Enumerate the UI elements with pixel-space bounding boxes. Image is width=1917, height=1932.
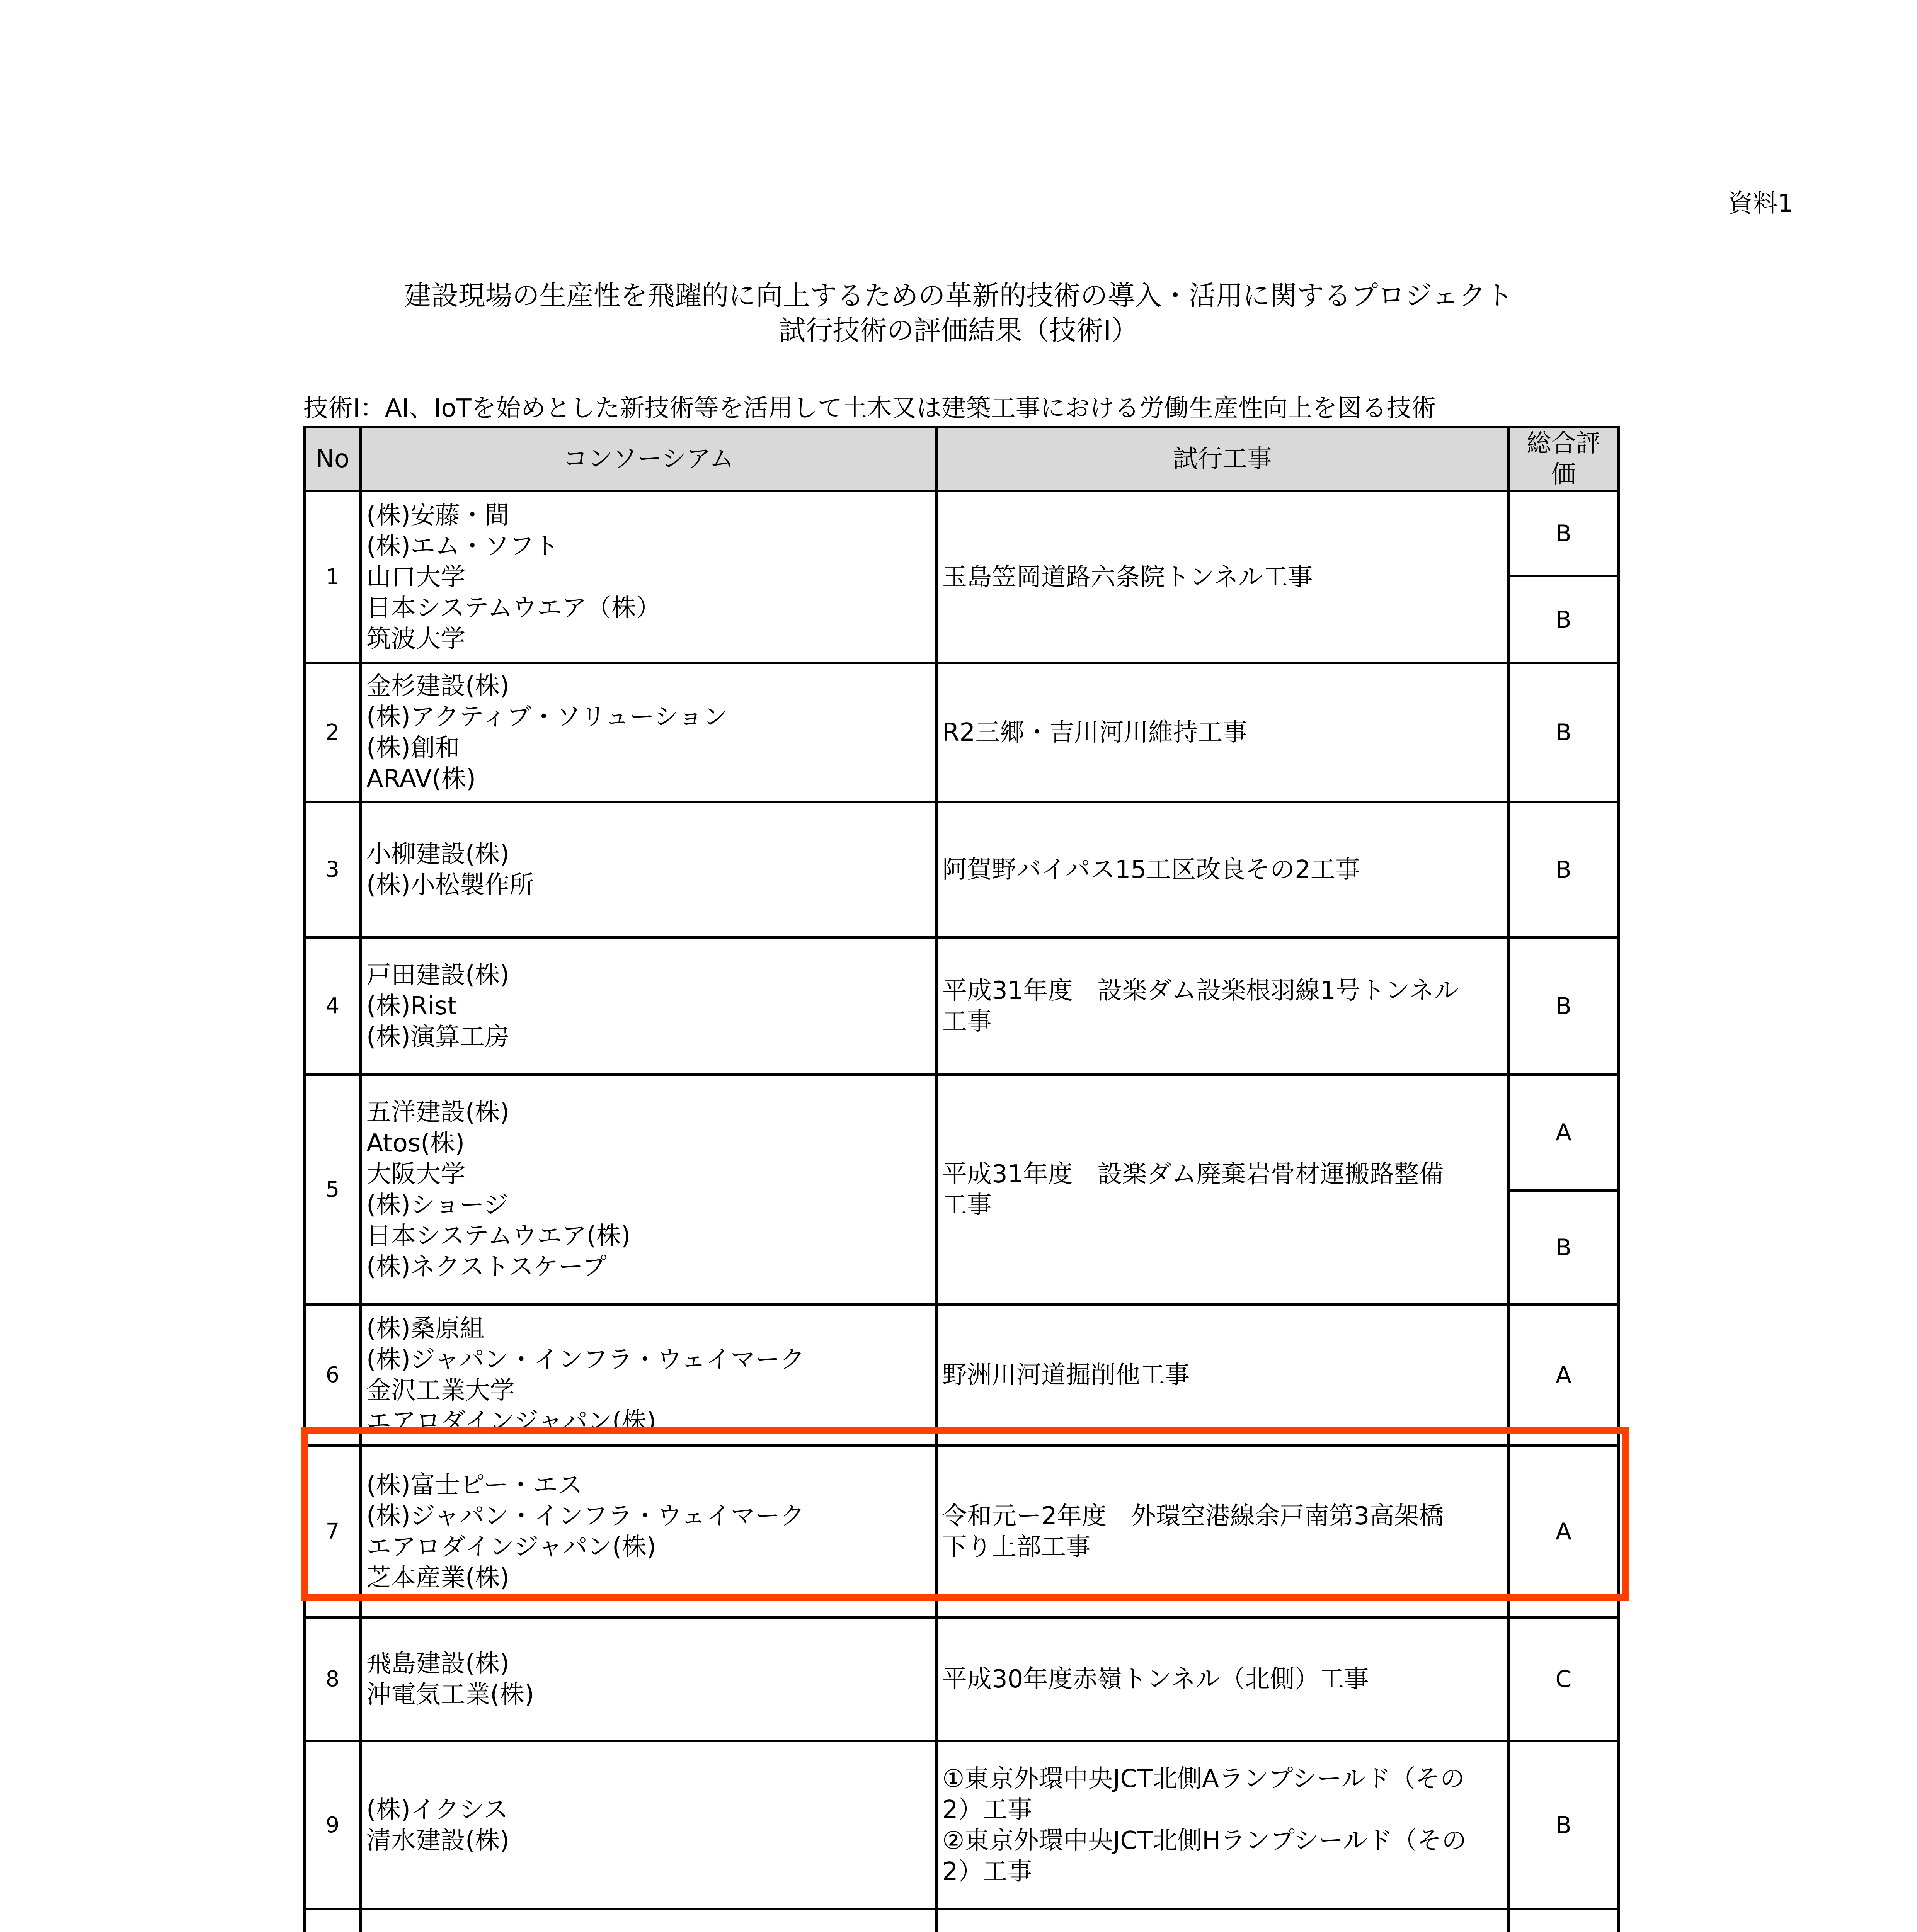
consortium-member: 芝本産業(株) [366, 1563, 509, 1592]
header-consortium: コンソーシアム [361, 427, 936, 491]
consortium-cell [361, 663, 936, 802]
row-number: 9 [305, 1741, 361, 1909]
trial-work-line: 玉島笠岡道路六条院トンネル工事 [942, 563, 1313, 592]
row-number: 4 [305, 937, 361, 1075]
row-number [305, 1909, 361, 1932]
consortium-member: 大阪大学 [366, 1160, 465, 1189]
consortium-cell [361, 1909, 936, 1932]
title-line-2: 試行技術の評価結果（技術Ⅰ） [778, 315, 1139, 346]
trial-work-line: 平成31年度 設楽ダム設楽根羽線1号トンネル [942, 976, 1459, 1005]
document-reference-label: 資料1 [1728, 189, 1793, 218]
trial-work-line: 2）工事 [942, 1857, 1032, 1886]
evaluation-grade: B [1508, 663, 1619, 802]
consortium-member: (株)Rist [366, 992, 457, 1020]
consortium-member: 山口大学 [366, 563, 465, 592]
evaluation-grade: B [1508, 491, 1619, 576]
table-row [305, 491, 1619, 576]
consortium-cell [361, 1075, 936, 1304]
consortium-member: 五洋建設(株) [366, 1098, 509, 1127]
evaluation-grade [1508, 1909, 1619, 1932]
trial-work-line: 平成31年度 設楽ダム廃棄岩骨材運搬路整備 [942, 1160, 1444, 1189]
trial-work-line: 2）工事 [942, 1795, 1032, 1824]
evaluation-grade: C [1508, 1617, 1619, 1741]
consortium-member: (株)安藤・間 [366, 501, 509, 530]
row-number: 3 [305, 802, 361, 937]
trial-work-cell [936, 1741, 1508, 1909]
header-overall-evaluation: 総合評価 [1508, 427, 1619, 491]
trial-work-line: R2三郷・吉川河川維持工事 [942, 718, 1248, 747]
consortium-member: (株)桑原組 [366, 1314, 485, 1343]
consortium-member: (株)富士ピー・エス [366, 1471, 583, 1500]
consortium-member: エアロダインジャパン(株) [366, 1407, 656, 1436]
technology-category-caption: 技術Ⅰ：AI、IoTを始めとした新技術等を活用して土木又は建築工事における労働生産性向上を図る技術 [303, 394, 1436, 423]
trial-work-cell [936, 663, 1508, 802]
trial-work-cell [936, 1075, 1508, 1304]
table-row [305, 1909, 1619, 1932]
row-number: 1 [305, 491, 361, 663]
consortium-member: 飛島建設(株) [366, 1650, 509, 1678]
trial-work-cell [936, 802, 1508, 937]
consortium-member: (株)ショージ [366, 1190, 509, 1219]
consortium-member: 金杉建設(株) [366, 672, 509, 701]
table-row [305, 937, 1619, 1075]
page-title [0, 278, 1917, 348]
table-row [305, 1075, 1619, 1190]
trial-work-line: 下り上部工事 [942, 1532, 1091, 1561]
table-body [305, 491, 1619, 1932]
evaluation-grade: B [1508, 1190, 1619, 1304]
consortium-member: (株)演算工房 [366, 1022, 509, 1051]
consortium-cell [361, 802, 936, 937]
evaluation-grade: B [1508, 802, 1619, 937]
consortium-member: Atos(株) [366, 1129, 465, 1158]
evaluation-grade: A [1508, 1304, 1619, 1446]
trial-work-cell [936, 937, 1508, 1075]
trial-work-line: 工事 [942, 1007, 992, 1036]
consortium-member: 筑波大学 [366, 624, 465, 653]
consortium-cell [361, 1617, 936, 1741]
consortium-cell [361, 491, 936, 663]
consortium-member: (株)創和 [366, 734, 460, 762]
header-trial-work: 試行工事 [936, 427, 1508, 491]
consortium-member: (株)アクティブ・ソリューション [366, 703, 728, 731]
trial-work-cell [936, 1617, 1508, 1741]
table-row [305, 1741, 1619, 1909]
trial-work-line: 野洲川河道掘削他工事 [942, 1361, 1190, 1389]
evaluation-table [303, 426, 1620, 1932]
title-line-1: 建設現場の生産性を飛躍的に向上するための革新的技術の導入・活用に関するプロジェクト [404, 280, 1513, 311]
row-number: 2 [305, 663, 361, 802]
consortium-member: 金沢工業大学 [366, 1376, 515, 1405]
trial-work-cell [936, 1909, 1508, 1932]
consortium-member: (株)エム・ソフト [366, 532, 559, 561]
consortium-cell [361, 1741, 936, 1909]
evaluation-grade: B [1508, 1741, 1619, 1909]
trial-work-line: 阿賀野バイパス15工区改良その2工事 [942, 855, 1360, 884]
consortium-member: 沖電気工業(株) [366, 1680, 534, 1709]
highlight-box [301, 1427, 1629, 1601]
consortium-member: (株)小松製作所 [366, 871, 534, 900]
trial-work-cell [936, 491, 1508, 663]
consortium-member: エアロダインジャパン(株) [366, 1532, 656, 1561]
table-row [305, 802, 1619, 937]
consortium-member: 戸田建設(株) [366, 961, 509, 990]
consortium-member: (株)イクシス [366, 1795, 508, 1824]
trial-work-line: 令和元ー2年度 外環空港線余戸南第3高架橋 [942, 1502, 1444, 1531]
consortium-member: 小柳建設(株) [366, 840, 509, 869]
evaluation-grade: A [1508, 1446, 1619, 1617]
consortium-member: 清水建設(株) [366, 1826, 509, 1855]
table-row [305, 663, 1619, 802]
trial-work-line: 平成30年度赤嶺トンネル（北側）工事 [942, 1665, 1369, 1694]
trial-work-line: 工事 [942, 1190, 992, 1219]
consortium-member: ARAV(株) [366, 765, 476, 793]
row-number: 8 [305, 1617, 361, 1741]
table-header-row [305, 427, 1619, 491]
trial-work-line: ①東京外環中央JCT北側Aランプシールド（その [942, 1764, 1465, 1793]
evaluation-grade: A [1508, 1075, 1619, 1190]
row-number: 5 [305, 1075, 361, 1304]
header-no: No [305, 427, 361, 491]
evaluation-grade: B [1508, 937, 1619, 1075]
consortium-member: (株)ネクストスケープ [366, 1252, 607, 1281]
trial-work-line: ②東京外環中央JCT北側Hランプシールド（その [942, 1826, 1467, 1855]
consortium-cell [361, 937, 936, 1075]
trial-work-cell [936, 1304, 1508, 1446]
evaluation-grade: B [1508, 576, 1619, 663]
consortium-member: 日本システムウエア(株) [366, 1221, 631, 1250]
row-number: 6 [305, 1304, 361, 1446]
row-number: 7 [305, 1446, 361, 1617]
table-row [305, 1617, 1619, 1741]
consortium-member: (株)ジャパン・インフラ・ウェイマーク [366, 1502, 805, 1531]
table-row [305, 1304, 1619, 1446]
consortium-member: 日本システムウエア（株） [366, 594, 661, 622]
consortium-cell [361, 1304, 936, 1446]
consortium-member: (株)ジャパン・インフラ・ウェイマーク [366, 1345, 805, 1374]
